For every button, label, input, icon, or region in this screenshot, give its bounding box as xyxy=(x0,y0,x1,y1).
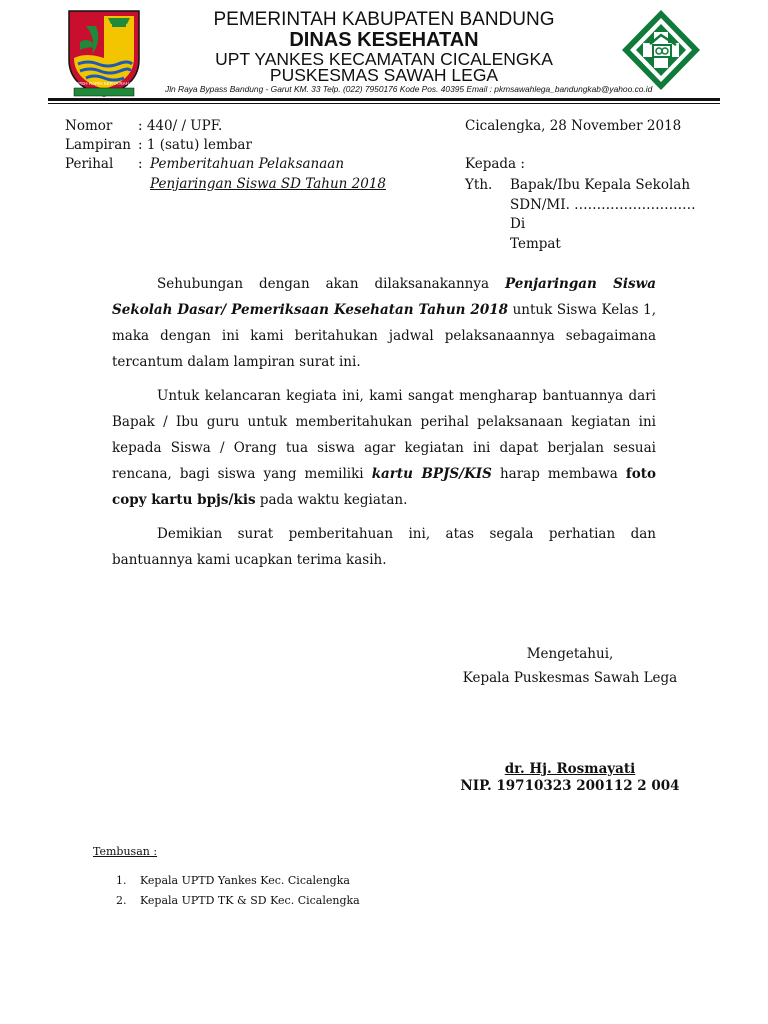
recipient-line-2: SDN/MI. ……………………… xyxy=(510,197,696,213)
letterhead-rule-thin xyxy=(48,103,720,104)
signer-name: dr. Hj. Rosmayati xyxy=(504,761,636,777)
p2-text-e: pada waktu kegiatan. xyxy=(255,492,408,508)
date-place: Cicalengka, 28 November 2018 xyxy=(465,118,682,134)
signer-nip: NIP. 19710323 200112 2 004 xyxy=(460,778,680,794)
body-paragraph-1 xyxy=(112,271,656,375)
letterhead-rule-thick xyxy=(48,98,720,101)
lampiran-label: Lampiran xyxy=(65,137,131,153)
p2-text-a: Untuk kelancaran kegiata ini, kami sangat mengharap bantuannya dari Bapak / Ibu guru untuk memberitahukan perihal pelaksanaan kegiatan ini kepada Siswa / Orang tua siswa agar kegiatan ini dapat berjalan sesuai rencana, bagi siswa yang memiliki xyxy=(112,388,656,482)
p3-text: Demikian surat pemberitahuan ini, atas segala perhatian dan bantuannya kami ucapkan terima kasih. xyxy=(112,526,656,568)
letterhead-line-2: DINAS KESEHATAN xyxy=(289,29,479,51)
tembusan-label: Tembusan : xyxy=(93,845,158,858)
puskesmas-logo xyxy=(620,8,702,92)
p1-text-a: Sehubungan dengan akan dilaksanakannya xyxy=(157,276,505,292)
p1-emphasis: Penjaringan Siswa Sekolah Dasar/ Pemeriksaan Kesehatan Tahun 2018 xyxy=(112,276,656,318)
signer-position: Kepala Puskesmas Sawah Lega xyxy=(462,670,678,686)
p2-bpjs-kis: kartu BPJS/KIS xyxy=(371,466,492,482)
perihal-label: Perihal xyxy=(65,156,114,172)
body-paragraph-3 xyxy=(112,521,656,573)
letterhead-line-1: PEMERINTAH KABUPATEN BANDUNG xyxy=(213,9,555,30)
tembusan-item-2-text: Kepala UPTD TK & SD Kec. Cicalengka xyxy=(140,894,360,907)
tembusan-item-1-text: Kepala UPTD Yankes Kec. Cicalengka xyxy=(140,874,350,887)
p2-text-c: harap membawa xyxy=(491,466,626,482)
perihal-colon: : xyxy=(138,156,143,172)
letterhead-address: Jln Raya Bypass Bandung - Garut KM. 33 Telp. (022) 7950176 Kode Pos. 40395 Email : pkmsawahlega_bandungkab@yahoo.co.id xyxy=(165,84,653,94)
letterhead-line-3: UPT YANKES KECAMATAN CICALENGKA xyxy=(215,49,553,69)
letterhead-line-4: PUSKESMAS SAWAH LEGA xyxy=(269,65,499,85)
body-paragraph-2 xyxy=(112,383,656,513)
mengetahui-label: Mengetahui, xyxy=(526,646,614,662)
recipient-line-3: Di xyxy=(510,216,526,232)
p1-text-c: untuk Siswa Kelas 1, maka dengan ini kami beritahukan jadwal pelaksanaannya sebagaimana tercantum dalam lampiran surat ini. xyxy=(112,302,656,370)
tembusan-item-2-number: 2. xyxy=(116,894,127,907)
letter-body xyxy=(112,271,656,573)
yth-label: Yth. xyxy=(465,177,493,193)
recipient-line-1: Bapak/Ibu Kepala Sekolah xyxy=(510,177,691,193)
p2-foto-copy: foto copy kartu bpjs/kis xyxy=(112,466,656,508)
tembusan-item-1-number: 1. xyxy=(116,874,127,887)
perihal-line-2: Penjaringan Siswa SD Tahun 2018 xyxy=(150,176,387,192)
perihal-line-1: Pemberitahuan Pelaksanaan xyxy=(150,156,345,172)
nomor-value: : 440/ / UPF. xyxy=(138,118,223,134)
recipient-line-4: Tempat xyxy=(510,236,561,252)
nomor-label: Nomor xyxy=(65,118,113,134)
kepada-label: Kepada : xyxy=(465,156,525,172)
crest-motto: REPEH RAPIH KERTA RAHARJA xyxy=(72,81,141,86)
lampiran-value: : 1 (satu) lembar xyxy=(138,137,252,153)
